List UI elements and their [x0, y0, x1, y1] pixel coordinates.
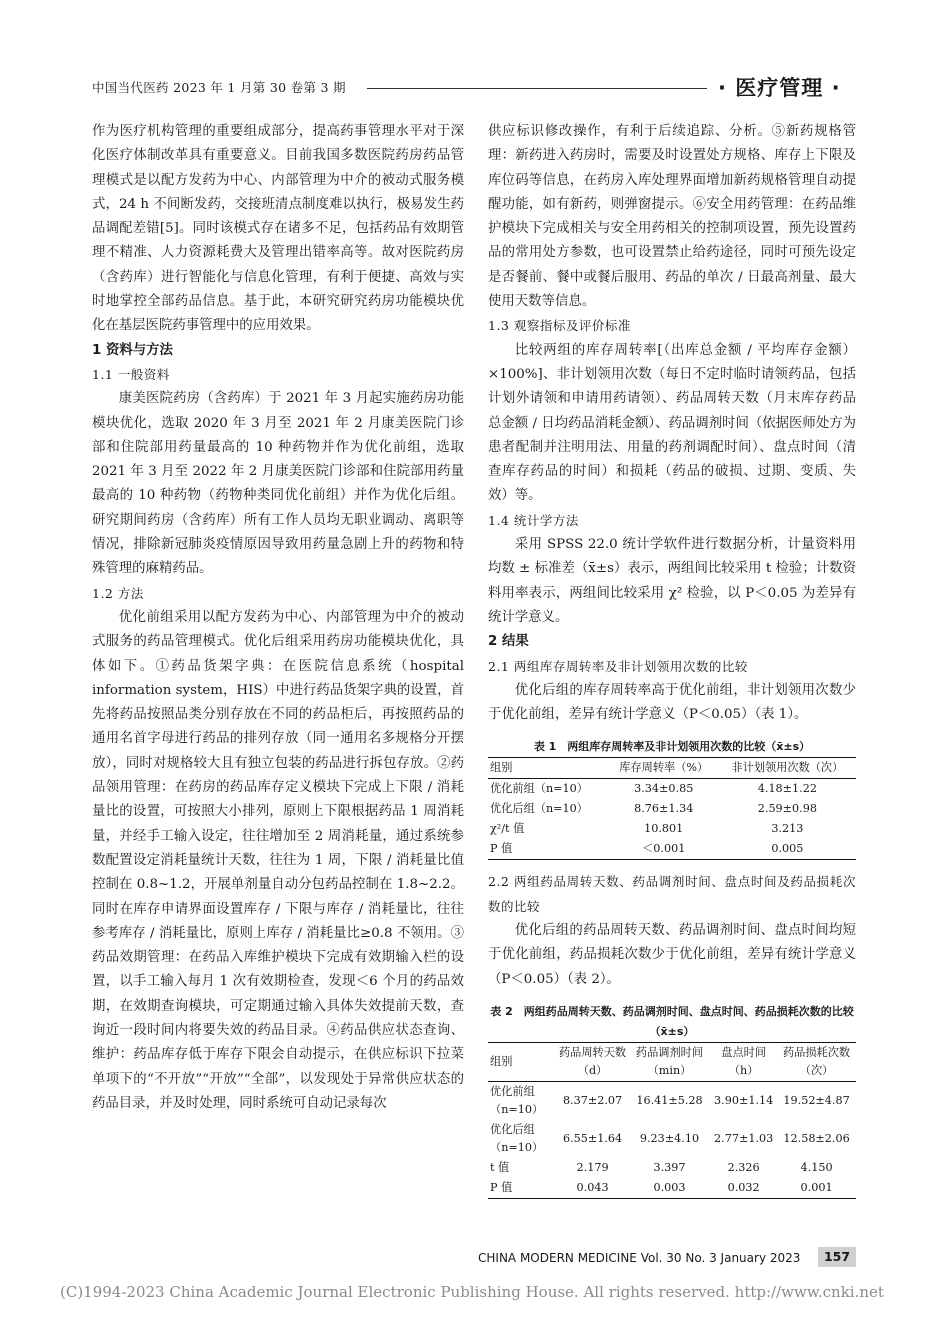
journal-header: 中国当代医药 2023 年 1 月第 30 卷第 3 期: [92, 80, 346, 95]
table-row: [488, 779, 856, 800]
heading-general: 1.1 一般资料: [92, 366, 170, 382]
table-cell: 4.18±1.22: [757, 782, 817, 796]
table-cell: P 值: [490, 842, 513, 856]
table-row: [488, 1081, 856, 1120]
table-cell: 12.58±2.06: [783, 1131, 850, 1145]
table2-header: 药品损耗次数（次）: [777, 1042, 856, 1081]
table1-header: 非计划领用次数（次）: [719, 758, 856, 779]
table-cell: 8.37±2.07: [562, 1093, 623, 1107]
intro-paragraph: 作为医疗机构管理的重要组成部分，提高药事管理水平对于深化医疗体制改革具有重要意义。目前我国多数医院药房药品管理模式是以配方发药为中心、内部管理为中介的被动式服务模式，24 h 不间断发药，交接班清点制度难以执行，极易发生药品调配差错[5]。同时该模式存在诸多不足，包括药品有效期管理不精准、人力资源耗费大及管理出错率高等。故对医院药房（含药库）进行智能化与信息化管理，有利于便捷、高效与实时地掌控全部药品信息。基于此，本研究研究药房功能模块优化在基层医院药事管理中的应用效果。: [92, 124, 464, 334]
table-cell: 0.001: [800, 1180, 833, 1194]
header-rule: [367, 88, 707, 89]
continued-paragraph: 供应标识修改操作，有利于后续追踪、分析。⑤新药规格管理：新药进入药房时，需要及时设置处方规格、库存上下限及库位码等信息，在药房入库处理界面增加新药规格管理自动提醒功能，如有新药，则弹窗提示。⑥安全用药管理：在药品维护模块下完成相关与安全用药相关的控制项设置，预先设置药品的常用处方参数，也可设置禁止给药途径，同时可预先设定是否餐前、餐中或餐后服用、药品的单次 / 日最高剂量、最大使用天数等信息。: [488, 124, 856, 310]
table1: [488, 757, 856, 860]
table-cell: 3.213: [771, 822, 804, 836]
section-title: · 医疗管理 ·: [718, 76, 841, 100]
table-cell: 4.150: [800, 1160, 833, 1174]
table-cell: 10.801: [644, 822, 684, 836]
table-cell: 3.34±0.85: [634, 782, 694, 796]
table-row: [488, 819, 856, 839]
heading-result-2: 2.2 两组药品周转天数、药品调剂时间、盘点时间及药品损耗次数的比较: [488, 874, 856, 914]
table-cell: 19.52±4.87: [783, 1093, 850, 1107]
table2-header: 药品周转天数（d）: [556, 1042, 629, 1081]
table2-header: 盘点时间（h）: [710, 1042, 777, 1081]
table-cell: 0.005: [771, 842, 804, 856]
table-cell: 3.397: [653, 1160, 686, 1174]
table-cell: 0.003: [653, 1180, 686, 1194]
table-row: [488, 839, 856, 860]
table-row: [488, 1120, 856, 1158]
table2-header: 药品调剂时间（min）: [629, 1042, 710, 1081]
method-paragraph: 优化前组采用以配方发药为中心、内部管理为中介的被动式服务的药品管理模式。优化后组采用药房功能模块优化，具体如下。①药品货架字典：在医院信息系统（hospital information system，HIS）中进行药品货架字典的设置，首先将药品按照品类分别存放在不同的药品柜后，再按照药品的通用名首字母进行药品的排列存放（同一通用名多规格分开摆放），同时对规格较大且有独立包装的药品进行拆包存放。②药品领用管理：在药房的药品库存定义模块下完成上下限 / 消耗量比的设置，可按照大小排列，原则上下限根据药品 1 周消耗量，并经手工输入设定，往往增加至 2 周消耗量，通过系统参数配置设定消耗量统计天数，往往为 1 周，下限 / 消耗量比值控制在 0.8~1.2，开展单剂量自动分包药品控制在 1.8~2.2。同时在库存申请界面设置库存 / 下限与库存 / 消耗量比，往往参考库存 / 消耗量比，原则上库存 / 消耗量比≥0.8 不领用。③药品效期管理：在药品入库维护模块下完成有效期输入栏的设置，以手工输入每月 1 次有效期检查，发现＜6 个月的药品效期，在效期查询模块，可定期通过输入具体失效提前天数，查询近一段时间内将要失效的药品目录。④药品供应状态查询、维护：药品库存低于库存下限会自动提示，在供应标识下拉菜单项下的“不开放”“开放”“全部”，以发现处于异常供应状态的药品目录，并及时处理，同时系统可自动记录每次: [92, 609, 464, 1111]
table-cell: 0.032: [727, 1180, 760, 1194]
left-column: [92, 120, 464, 1116]
table-row: [488, 1158, 856, 1178]
table-cell: 优化后组（n=10）: [490, 1122, 544, 1154]
table-cell: 3.90±1.14: [714, 1093, 774, 1107]
table2-caption: 表 2 两组药品周转天数、药品调剂时间、盘点时间、药品损耗次数的比较（x̄±s）: [490, 1004, 854, 1038]
statistics-paragraph: 采用 SPSS 22.0 统计学软件进行数据分析，计量资料用均数 ± 标准差（x̄±s）表示，两组间比较采用 t 检验；计数资料用率表示，两组间比较采用 χ² 检验，以 P＜0.05 为差异有统计学意义。: [488, 537, 856, 625]
table-row: [488, 799, 856, 819]
table-cell: 8.76±1.34: [634, 802, 694, 816]
table1-caption: 表 1 两组库存周转率及非计划领用次数的比较（x̄±s）: [533, 740, 811, 754]
copyright-notice: (C)1994-2023 China Academic Journal Electronic Publishing House. All rights reserved. http://www.cnki.net: [60, 1283, 884, 1301]
table1-header: 库存周转率（%）: [609, 758, 719, 779]
table-cell: 2.179: [576, 1160, 609, 1174]
general-paragraph: 康美医院药房（含药库）于 2021 年 3 月起实施药房功能模块优化，选取 2020 年 3 月至 2021 年 2 月康美医院门诊部和住院部用药量最高的 10 种药物并作为优化前组，选取 2021 年 3 月至 2022 年 2 月康美医院门诊部和住院部用药量最高的 10 种药物（药物种类同优化前组）并作为优化后组。研究期间药房（含药库）所有工作人员均无职业调动、离职等情况，排除新冠肺炎疫情原因导致用药量急剧上升的药物和特殊管理的麻精药品。: [92, 391, 464, 577]
heading-observation: 1.3 观察指标及评价标准: [488, 318, 631, 334]
table1-header: 组别: [488, 758, 609, 779]
table-cell: 优化前组（n=10）: [490, 782, 588, 796]
heading-result-1: 2.1 两组库存周转率及非计划领用次数的比较: [488, 658, 748, 674]
result-2-paragraph: 优化后组的药品周转天数、药品调剂时间、盘点时间均短于优化前组，药品损耗次数少于优化前组，差异有统计学意义（P＜0.05）（表 2）。: [488, 923, 856, 987]
heading-statistics: 1.4 统计学方法: [488, 512, 579, 528]
heading-method: 1.2 方法: [92, 585, 144, 601]
table-cell: 16.41±5.28: [636, 1093, 703, 1107]
table-cell: P 值: [490, 1180, 513, 1194]
table2-header: 组别: [488, 1042, 556, 1081]
running-footer: CHINA MODERN MEDICINE Vol. 30 No. 3 January 2023: [478, 1251, 801, 1265]
right-column: [488, 120, 856, 1199]
table-cell: 2.77±1.03: [714, 1131, 774, 1145]
page-number: 157: [818, 1247, 856, 1267]
result-1-paragraph: 优化后组的库存周转率高于优化前组，非计划领用次数少于优化前组，差异有统计学意义（P＜0.05）（表 1）。: [488, 682, 856, 723]
table-cell: 2.326: [727, 1160, 760, 1174]
table-cell: 6.55±1.64: [562, 1131, 623, 1145]
observation-paragraph: 比较两组的库存周转率[（出库总金额 / 平均库存金额）×100%]、非计划领用次数（每日不定时临时请领药品，包括计划外请领和申请用药请领）、药品周转天数（月末库存药品总金额 / 日均药品消耗金额）、药品调剂时间（依据医师处方为患者配制并注明用法、用量的药剂调配时间）、盘点时间（清查库存药品的时间）和损耗（药品的破损、过期、变质、失效）等。: [488, 342, 856, 504]
table-cell: t 值: [490, 1160, 510, 1174]
table-cell: 9.23±4.10: [639, 1131, 700, 1145]
table-cell: 2.59±0.98: [757, 802, 817, 816]
table-row: [488, 1178, 856, 1199]
table2: [488, 1042, 856, 1199]
heading-results: 2 结果: [488, 634, 529, 650]
table-cell: 优化后组（n=10）: [490, 802, 588, 816]
table-cell: 0.043: [576, 1180, 609, 1194]
heading-methods: 1 资料与方法: [92, 342, 173, 358]
table-cell: ＜0.001: [642, 842, 686, 856]
table-cell: χ²/t 值: [490, 822, 525, 836]
table-cell: 优化前组（n=10）: [490, 1084, 544, 1116]
